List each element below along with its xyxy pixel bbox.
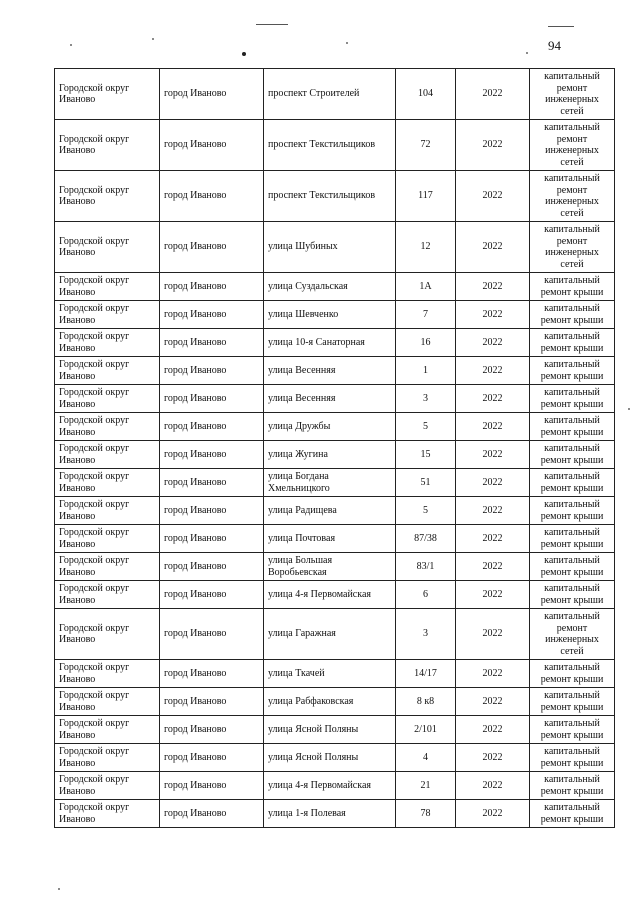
table-row (55, 441, 615, 469)
table-row (55, 497, 615, 525)
cell-year: 2022 (456, 413, 530, 441)
table-row (55, 357, 615, 385)
cell-work-type: капитальный ремонт крыши (530, 553, 615, 581)
cell-house-number: 87/38 (396, 525, 456, 553)
scan-artifact-dot (70, 44, 72, 46)
scan-artifact-dot (242, 52, 246, 56)
cell-work-type: капитальный ремонт инженерных сетей (530, 69, 615, 120)
scan-artifact-line (256, 24, 288, 25)
cell-work-type: капитальный ремонт инженерных сетей (530, 609, 615, 660)
cell-municipality: Городской округ Иваново (55, 581, 160, 609)
cell-street: улица 4-я Первомайская (264, 772, 396, 800)
cell-house-number: 5 (396, 413, 456, 441)
cell-work-type: капитальный ремонт крыши (530, 497, 615, 525)
cell-street: улица Рабфаковская (264, 688, 396, 716)
cell-municipality: Городской округ Иваново (55, 273, 160, 301)
cell-street: улица Жугина (264, 441, 396, 469)
cell-house-number: 14/17 (396, 660, 456, 688)
cell-year: 2022 (456, 525, 530, 553)
cell-year: 2022 (456, 469, 530, 497)
cell-house-number: 1А (396, 273, 456, 301)
cell-work-type: капитальный ремонт крыши (530, 660, 615, 688)
cell-work-type: капитальный ремонт крыши (530, 329, 615, 357)
cell-house-number: 78 (396, 800, 456, 828)
cell-city: город Иваново (160, 441, 264, 469)
cell-city: город Иваново (160, 120, 264, 171)
cell-year: 2022 (456, 581, 530, 609)
cell-house-number: 6 (396, 581, 456, 609)
cell-year: 2022 (456, 329, 530, 357)
cell-street: проспект Текстильщиков (264, 171, 396, 222)
cell-year: 2022 (456, 69, 530, 120)
cell-work-type: капитальный ремонт крыши (530, 413, 615, 441)
cell-house-number: 72 (396, 120, 456, 171)
table-row (55, 413, 615, 441)
cell-city: город Иваново (160, 357, 264, 385)
cell-house-number: 4 (396, 744, 456, 772)
cell-house-number: 1 (396, 357, 456, 385)
cell-work-type: капитальный ремонт крыши (530, 273, 615, 301)
cell-municipality: Городской округ Иваново (55, 301, 160, 329)
cell-city: город Иваново (160, 329, 264, 357)
cell-year: 2022 (456, 553, 530, 581)
cell-city: город Иваново (160, 69, 264, 120)
cell-work-type: капитальный ремонт крыши (530, 441, 615, 469)
cell-street: улица Дружбы (264, 413, 396, 441)
cell-work-type: капитальный ремонт крыши (530, 525, 615, 553)
cell-work-type: капитальный ремонт инженерных сетей (530, 171, 615, 222)
cell-city: город Иваново (160, 301, 264, 329)
cell-municipality: Городской округ Иваново (55, 171, 160, 222)
table-row (55, 301, 615, 329)
cell-house-number: 5 (396, 497, 456, 525)
page-number: 94 (548, 38, 561, 53)
cell-city: город Иваново (160, 688, 264, 716)
table-row (55, 120, 615, 171)
table-row (55, 273, 615, 301)
cell-year: 2022 (456, 497, 530, 525)
cell-house-number: 21 (396, 772, 456, 800)
scan-artifact-dot (526, 52, 528, 54)
cell-house-number: 51 (396, 469, 456, 497)
cell-city: город Иваново (160, 660, 264, 688)
cell-city: город Иваново (160, 609, 264, 660)
cell-municipality: Городской округ Иваново (55, 441, 160, 469)
cell-street: улица Богдана Хмельницкого (264, 469, 396, 497)
cell-work-type: капитальный ремонт крыши (530, 357, 615, 385)
scan-artifact-dot (346, 42, 348, 44)
cell-house-number: 7 (396, 301, 456, 329)
cell-city: город Иваново (160, 772, 264, 800)
cell-municipality: Городской округ Иваново (55, 688, 160, 716)
cell-work-type: капитальный ремонт крыши (530, 385, 615, 413)
scan-artifact-dot (152, 38, 154, 40)
cell-street: улица Радищева (264, 497, 396, 525)
cell-year: 2022 (456, 171, 530, 222)
cell-street: улица Большая Воробьевская (264, 553, 396, 581)
cell-municipality: Городской округ Иваново (55, 800, 160, 828)
table-row (55, 800, 615, 828)
cell-municipality: Городской округ Иваново (55, 553, 160, 581)
table-row (55, 581, 615, 609)
cell-street: улица Почтовая (264, 525, 396, 553)
cell-house-number: 8 к8 (396, 688, 456, 716)
cell-year: 2022 (456, 273, 530, 301)
cell-year: 2022 (456, 385, 530, 413)
cell-work-type: капитальный ремонт крыши (530, 688, 615, 716)
cell-house-number: 16 (396, 329, 456, 357)
cell-year: 2022 (456, 688, 530, 716)
cell-work-type: капитальный ремонт крыши (530, 716, 615, 744)
cell-house-number: 117 (396, 171, 456, 222)
cell-year: 2022 (456, 772, 530, 800)
repair-registry-table (54, 68, 615, 828)
cell-municipality: Городской округ Иваново (55, 413, 160, 441)
cell-street: улица 1-я Полевая (264, 800, 396, 828)
cell-street: улица Шубиных (264, 222, 396, 273)
cell-year: 2022 (456, 357, 530, 385)
cell-work-type: капитальный ремонт крыши (530, 581, 615, 609)
cell-work-type: капитальный ремонт крыши (530, 800, 615, 828)
cell-city: город Иваново (160, 413, 264, 441)
cell-work-type: капитальный ремонт инженерных сетей (530, 120, 615, 171)
cell-street: улица Ткачей (264, 660, 396, 688)
cell-city: город Иваново (160, 553, 264, 581)
cell-year: 2022 (456, 744, 530, 772)
table-row (55, 609, 615, 660)
cell-city: город Иваново (160, 469, 264, 497)
cell-house-number: 12 (396, 222, 456, 273)
cell-year: 2022 (456, 120, 530, 171)
cell-house-number: 3 (396, 609, 456, 660)
cell-year: 2022 (456, 716, 530, 744)
cell-year: 2022 (456, 222, 530, 273)
cell-city: город Иваново (160, 273, 264, 301)
cell-work-type: капитальный ремонт крыши (530, 744, 615, 772)
table-row (55, 553, 615, 581)
cell-street: улица Ясной Поляны (264, 744, 396, 772)
cell-municipality: Городской округ Иваново (55, 357, 160, 385)
cell-house-number: 83/1 (396, 553, 456, 581)
cell-municipality: Городской округ Иваново (55, 497, 160, 525)
cell-year: 2022 (456, 609, 530, 660)
cell-city: город Иваново (160, 385, 264, 413)
cell-municipality: Городской округ Иваново (55, 329, 160, 357)
table-row (55, 385, 615, 413)
scan-artifact-dot (628, 408, 630, 410)
cell-work-type: капитальный ремонт крыши (530, 772, 615, 800)
cell-street: проспект Текстильщиков (264, 120, 396, 171)
cell-street: улица 4-я Первомайская (264, 581, 396, 609)
cell-municipality: Городской округ Иваново (55, 69, 160, 120)
cell-street: улица Ясной Поляны (264, 716, 396, 744)
cell-street: улица Весенняя (264, 357, 396, 385)
table-row (55, 69, 615, 120)
cell-municipality: Городской округ Иваново (55, 660, 160, 688)
scan-artifact-dot (58, 888, 60, 890)
table-row (55, 716, 615, 744)
table-row (55, 688, 615, 716)
cell-work-type: капитальный ремонт крыши (530, 301, 615, 329)
table-row (55, 525, 615, 553)
cell-municipality: Городской округ Иваново (55, 609, 160, 660)
cell-year: 2022 (456, 800, 530, 828)
cell-city: город Иваново (160, 497, 264, 525)
cell-city: город Иваново (160, 222, 264, 273)
cell-work-type: капитальный ремонт инженерных сетей (530, 222, 615, 273)
cell-city: город Иваново (160, 800, 264, 828)
cell-municipality: Городской округ Иваново (55, 716, 160, 744)
table-row (55, 772, 615, 800)
cell-street: улица 10-я Санаторная (264, 329, 396, 357)
cell-municipality: Городской округ Иваново (55, 222, 160, 273)
table-row (55, 469, 615, 497)
cell-house-number: 15 (396, 441, 456, 469)
scan-artifact-line (548, 26, 574, 27)
cell-year: 2022 (456, 441, 530, 469)
cell-street: улица Гаражная (264, 609, 396, 660)
cell-city: город Иваново (160, 716, 264, 744)
table-row (55, 171, 615, 222)
table-row (55, 744, 615, 772)
cell-street: улица Суздальская (264, 273, 396, 301)
cell-municipality: Городской округ Иваново (55, 120, 160, 171)
cell-street: улица Весенняя (264, 385, 396, 413)
cell-municipality: Городской округ Иваново (55, 744, 160, 772)
table-row (55, 660, 615, 688)
cell-house-number: 3 (396, 385, 456, 413)
cell-city: город Иваново (160, 744, 264, 772)
cell-street: улица Шевченко (264, 301, 396, 329)
cell-city: город Иваново (160, 171, 264, 222)
cell-house-number: 2/101 (396, 716, 456, 744)
cell-house-number: 104 (396, 69, 456, 120)
cell-city: город Иваново (160, 581, 264, 609)
table-row (55, 222, 615, 273)
cell-municipality: Городской округ Иваново (55, 772, 160, 800)
cell-municipality: Городской округ Иваново (55, 385, 160, 413)
table-body (55, 69, 615, 828)
cell-municipality: Городской округ Иваново (55, 469, 160, 497)
cell-city: город Иваново (160, 525, 264, 553)
cell-municipality: Городской округ Иваново (55, 525, 160, 553)
table-row (55, 329, 615, 357)
cell-work-type: капитальный ремонт крыши (530, 469, 615, 497)
cell-year: 2022 (456, 301, 530, 329)
cell-street: проспект Строителей (264, 69, 396, 120)
cell-year: 2022 (456, 660, 530, 688)
